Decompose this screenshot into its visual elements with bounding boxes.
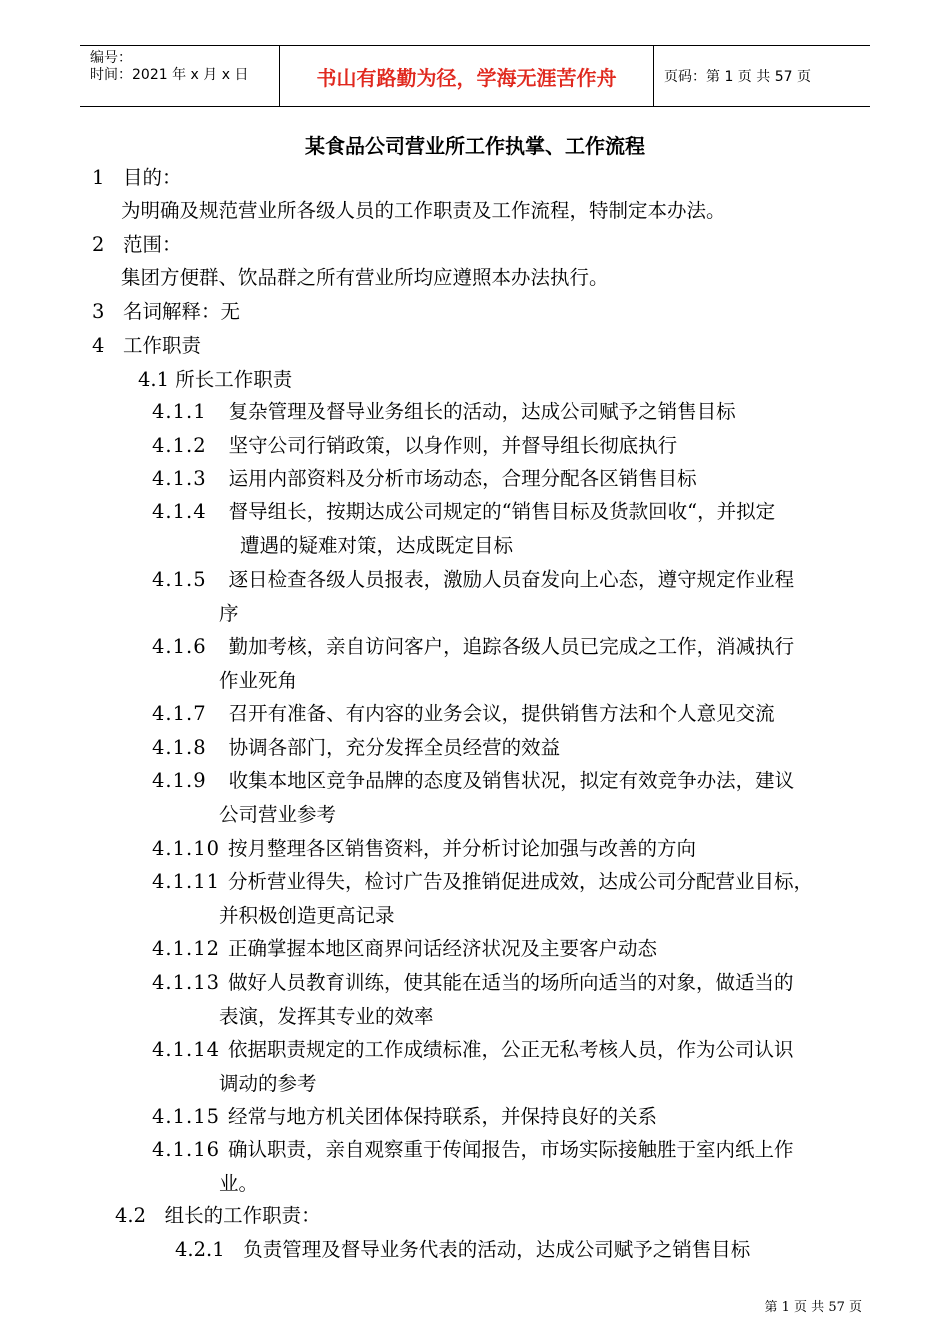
duty-item-number: 4.1.11 [152,870,221,893]
duty-item-number: 4.1.4 [152,500,207,523]
document-title: 某食品公司营业所工作执掌、工作流程 [305,134,645,158]
document-header [80,45,870,107]
section-4: 4 工作职责 [92,334,202,357]
duty-item-4-1-12 [152,937,657,961]
duty-item-text: 勤加考核，亲自访问客户，追踪各级人员已完成之工作，消减执行 [228,635,795,658]
section-2-text: 集团方便群、饮品群之所有营业所均应遵照本办法执行。 [121,266,609,289]
header-motto: 书山有路勤为径，学海无涯苦作舟 [280,46,654,106]
duty-item-text: 经常与地方机关团体保持联系，并保持良好的关系 [228,1105,658,1128]
duty-item-4-1-3 [152,467,697,491]
duty-item-number: 4.1.6 [152,635,207,658]
duty-item-text: 召开有准备、有内容的业务会议，提供销售方法和个人意见交流 [228,702,775,725]
duty-item-text: 运用内部资料及分析市场动态，合理分配各区销售目标 [228,467,697,490]
duty-item-4-1-6 [152,635,794,659]
section-3: 3 名词解释：无 [92,300,241,323]
duty-item-text: 依据职责规定的工作成绩标准，公正无私考核人员，作为公司认识 [228,1038,794,1061]
duty-item-continuation: 调动的参考 [219,1072,317,1095]
duty-item-number: 4.1.10 [152,837,221,860]
duty-item-text: 逐日检查各级人员报表，激励人员奋发向上心态，遵守规定作业程 [228,568,795,591]
duty-item-number: 4.1.3 [152,467,207,490]
duty-item-number: 4.1.14 [152,1038,221,1061]
duty-item-number: 4.1.5 [152,568,207,591]
duty-item-continuation: 序 [219,602,239,625]
duty-item-text: 确认职责，亲自观察重于传闻报告，市场实际接触胜于室内纸上作 [228,1138,794,1161]
duty-item-continuation: 并积极创造更高记录 [219,904,395,927]
duty-item-4-1-11 [152,870,813,894]
duty-item-continuation: 表演，发挥其专业的效率 [219,1005,434,1028]
header-page-code: 页码：第 1 页 共 57 页 [664,69,811,85]
duty-item-4-1-16 [152,1138,794,1162]
duty-item-text: 做好人员教育训练，使其能在适当的场所向适当的对象，做适当的 [228,971,794,994]
duty-item-text: 协调各部门，充分发挥全员经营的效益 [228,736,561,759]
duty-item-4-1-5 [152,568,794,592]
header-meta [80,46,280,106]
duty-item-4-1-2 [152,434,677,458]
duty-item-4-1-7 [152,702,775,726]
section-1-text: 为明确及规范营业所各级人员的工作职责及工作流程，特制定本办法。 [121,199,726,222]
duty-item-4-1-1 [152,400,736,424]
duty-item-number: 4.1.1 [152,400,207,423]
duty-item-4-1-13 [152,971,794,995]
duty-item-number: 4.1.15 [152,1105,221,1128]
duty-item-number: 4.1.13 [152,971,221,994]
duty-item-text: 坚守公司行销政策，以身作则，并督导组长彻底执行 [228,434,678,457]
duty-item-4-1-15 [152,1105,657,1129]
page-footer: 第 1 页 共 57 页 [764,1300,862,1315]
duty-item-text: 正确掌握本地区商界问话经济状况及主要客户动态 [228,937,658,960]
duty-item-number: 4.1.12 [152,937,221,960]
document-number: 编号： [90,50,132,66]
duty-item-text: 按月整理各区销售资料，并分析讨论加强与改善的方向 [228,837,697,860]
duty-item-text: 分析营业得失，检讨广告及推销促进成效，达成公司分配营业目标， [228,870,814,893]
duty-item-4-1-10 [152,837,696,861]
duty-item-4-1-4 [152,500,775,524]
document-date: 时间：2021 年 x 月 x 日 [90,67,249,83]
duty-item-text: 收集本地区竞争品牌的态度及销售状况，拟定有效竞争办法，建议 [228,769,795,792]
section-4-1: 4.1 所长工作职责 [138,368,293,391]
duty-item-text: 督导组长，按期达成公司规定的“销售目标及货款回收“，并拟定 [228,500,776,523]
section-4-2: 4.2 组长的工作职责： [115,1204,321,1227]
duty-item-continuation: 作业死角 [219,669,298,692]
duty-item-number: 4.1.16 [152,1138,221,1161]
duty-item-number: 4.1.7 [152,702,207,725]
duty-item-text: 复杂管理及督导业务组长的活动，达成公司赋予之销售目标 [228,400,736,423]
duty-item-number: 4.1.9 [152,769,207,792]
duty-item-number: 4.1.2 [152,434,207,457]
duty-item-4-1-8 [152,736,560,760]
duty-item-continuation: 业。 [219,1172,259,1195]
section-2: 2 范围： [92,233,182,256]
duty-item-continuation: 遭遇的疑难对策，达成既定目标 [240,534,514,557]
duty-item-continuation: 公司营业参考 [219,803,337,826]
duty-item-number: 4.1.8 [152,736,207,759]
section-1: 1 目的： [92,166,182,189]
duty-item-4-1-14 [152,1038,794,1062]
section-4-2-1: 4.2.1 负责管理及督导业务代表的活动，达成公司赋予之销售目标 [175,1238,751,1261]
duty-item-4-1-9 [152,769,794,793]
